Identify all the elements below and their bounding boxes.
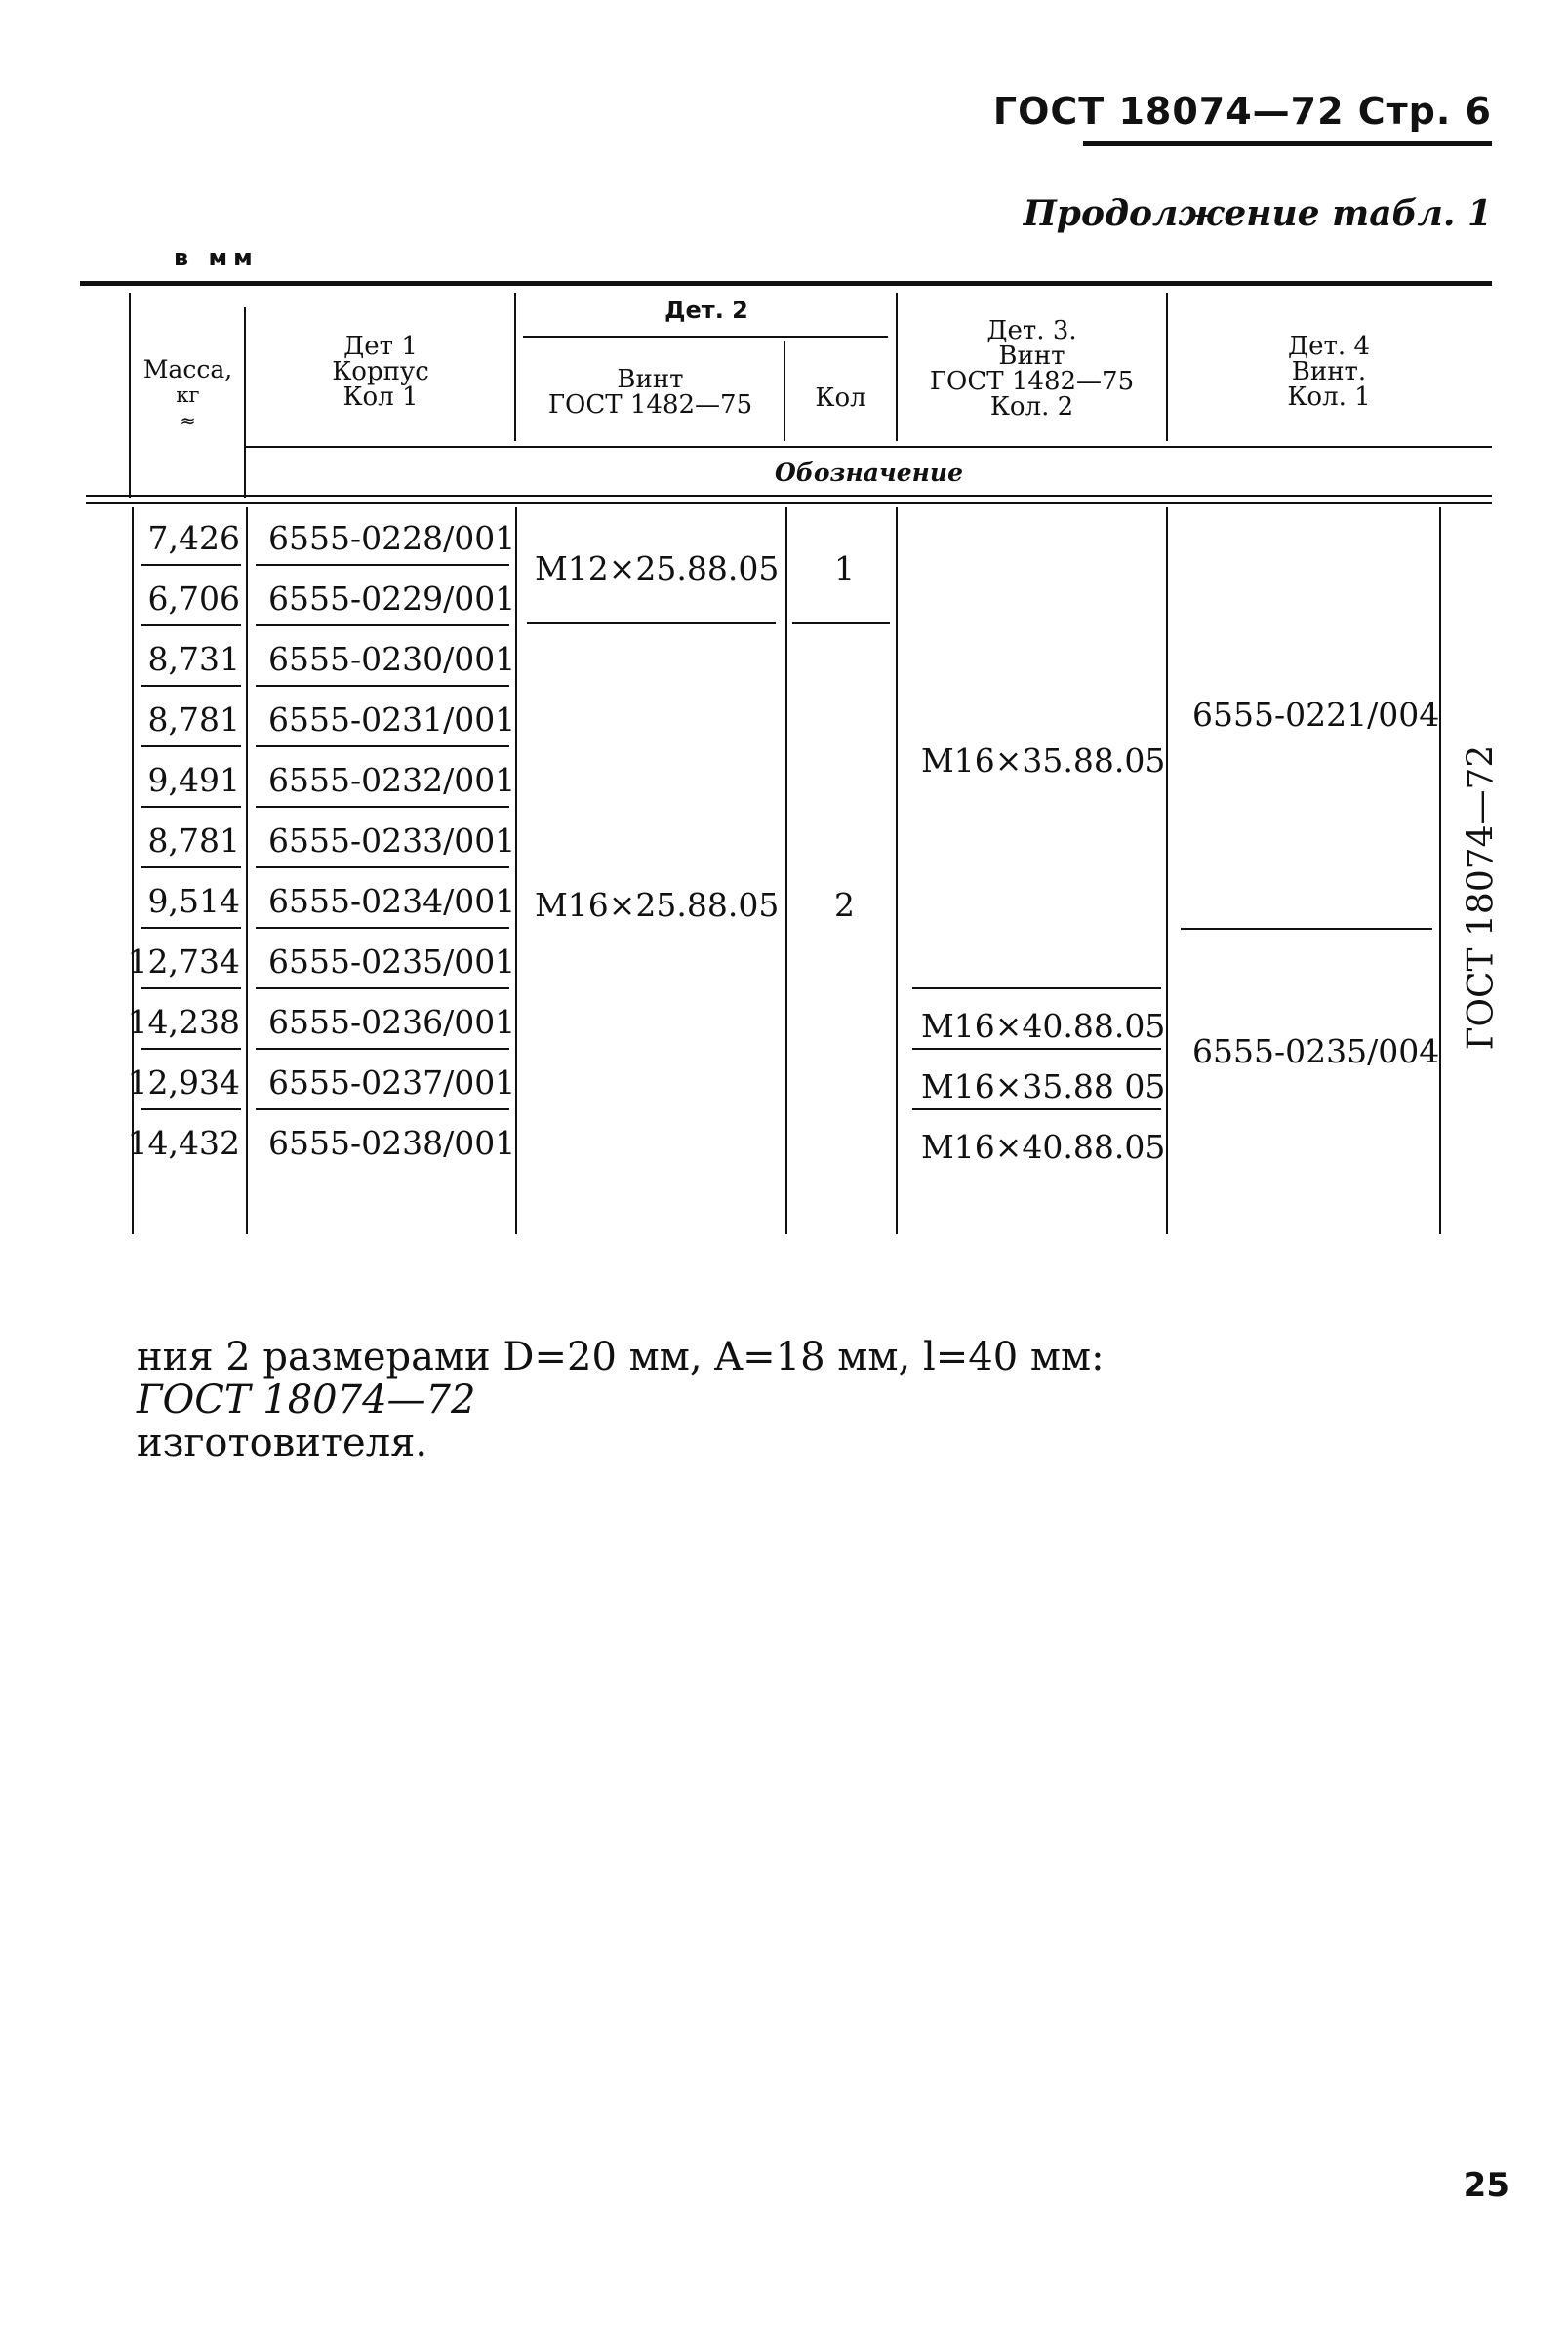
det1-value: 6555-0236/001: [268, 1003, 516, 1041]
text-line-2: ГОСТ 18074—72: [137, 1378, 476, 1423]
mass-value: 9,491: [147, 761, 240, 799]
det1-value: 6555-0238/001: [268, 1124, 516, 1162]
det1-header: Дет 1 Корпус Кол 1: [332, 332, 429, 412]
det2-screw-header: Винт ГОСТ 1482—75: [547, 365, 753, 420]
det2-screw-group-2: M16×25.88.05: [535, 886, 780, 924]
row-separator: [256, 685, 509, 687]
row-separator: [141, 1108, 241, 1110]
det3-value-2: M16×40.88.05: [921, 1007, 1166, 1045]
det4-header: Дет. 4 Винт. Кол. 1: [1287, 332, 1371, 412]
mass-value: 8,781: [147, 701, 240, 739]
col-mass-border: [246, 507, 248, 1234]
row-separator: [141, 685, 241, 687]
det3-value-1: M16×35.88.05: [921, 742, 1166, 780]
row-separator: [141, 564, 241, 566]
det2-header: Дет. 2: [664, 297, 748, 324]
text-line-1: ния 2 размерами D=20 мм, A=18 мм, l=40 мм:: [137, 1335, 1105, 1380]
mass-value: 14,238: [127, 1003, 240, 1041]
row-separator: [256, 866, 509, 868]
det3-separator: [912, 987, 1161, 989]
header-rule: [1083, 141, 1492, 146]
col-det1-border: [515, 507, 517, 1234]
det2-qty-group-1: 1: [834, 549, 855, 587]
row-separator: [256, 806, 509, 808]
text-line-3: изготовителя.: [137, 1421, 428, 1465]
row-separator: [256, 1108, 509, 1110]
row-separator: [256, 624, 509, 626]
det1-value: 6555-0231/001: [268, 701, 516, 739]
det1-value: 6555-0233/001: [268, 822, 516, 860]
row-separator: [141, 866, 241, 868]
det4-value-1: 6555-0221/004: [1192, 696, 1440, 734]
det1-value: 6555-0237/001: [268, 1063, 516, 1102]
det2-group-separator: [792, 622, 890, 624]
col-left-header-border: [129, 293, 131, 498]
det1-value: 6555-0234/001: [268, 882, 516, 920]
det3-separator: [912, 1048, 1161, 1050]
mass-value: 8,781: [147, 822, 240, 860]
mass-value: 12,734: [127, 942, 240, 981]
mass-value: 12,934: [127, 1063, 240, 1102]
designation-top-rule: [244, 446, 1492, 448]
row-separator: [256, 1048, 509, 1050]
page-number: 25: [1463, 2166, 1509, 2205]
det2-screw-group-1: M12×25.88.05: [535, 549, 780, 587]
row-separator: [256, 927, 509, 929]
mass-header: Масса, кг ≈: [142, 355, 233, 432]
det3-header: Дет. 3. Винт ГОСТ 1482—75 Кол. 2: [929, 316, 1135, 421]
side-standard-label: ГОСТ 18074—72: [1461, 744, 1502, 1051]
det2-group-separator: [527, 622, 776, 624]
det4-value-2: 6555-0235/004: [1192, 1032, 1440, 1070]
mass-value: 14,432: [127, 1124, 240, 1162]
mass-value: 8,731: [147, 640, 240, 678]
det3-value-3: M16×35.88 05: [921, 1067, 1166, 1105]
unit-label: в мм: [174, 244, 259, 271]
det4-separator: [1181, 928, 1432, 930]
header-bottom-rule-2: [86, 502, 1492, 504]
det1-value: 6555-0235/001: [268, 942, 516, 981]
row-separator: [141, 1048, 241, 1050]
row-separator: [141, 927, 241, 929]
det3-value-4: M16×40.88.05: [921, 1128, 1166, 1166]
table-top-rule: [80, 281, 1492, 286]
row-separator: [256, 745, 509, 747]
row-separator: [141, 745, 241, 747]
col-det3-border: [1166, 507, 1168, 1234]
mass-value: 6,706: [147, 580, 240, 618]
det1-value: 6555-0230/001: [268, 640, 516, 678]
det1-value: 6555-0228/001: [268, 519, 516, 557]
det2-qty-header: Кол: [815, 383, 866, 413]
det1-value: 6555-0229/001: [268, 580, 516, 618]
row-separator: [256, 987, 509, 989]
det2-qty-group-2: 2: [834, 886, 855, 924]
row-separator: [141, 987, 241, 989]
col-det2-border: [896, 507, 898, 1234]
row-separator: [141, 624, 241, 626]
page-header: ГОСТ 18074—72 Стр. 6: [992, 90, 1492, 133]
header-bottom-rule-1: [86, 495, 1492, 497]
col-det2-qty-border: [785, 507, 787, 1234]
col-det4-border: [1439, 507, 1441, 1234]
mass-value: 9,514: [147, 882, 240, 920]
row-separator: [141, 806, 241, 808]
row-separator: [256, 564, 509, 566]
mass-value: 7,426: [147, 519, 240, 557]
table-continuation-label: Продолжение табл. 1: [1023, 193, 1492, 234]
det1-value: 6555-0232/001: [268, 761, 516, 799]
det2-subheader-rule: [523, 336, 888, 338]
designation-header: Обозначение: [775, 459, 963, 487]
det3-separator: [912, 1108, 1161, 1110]
